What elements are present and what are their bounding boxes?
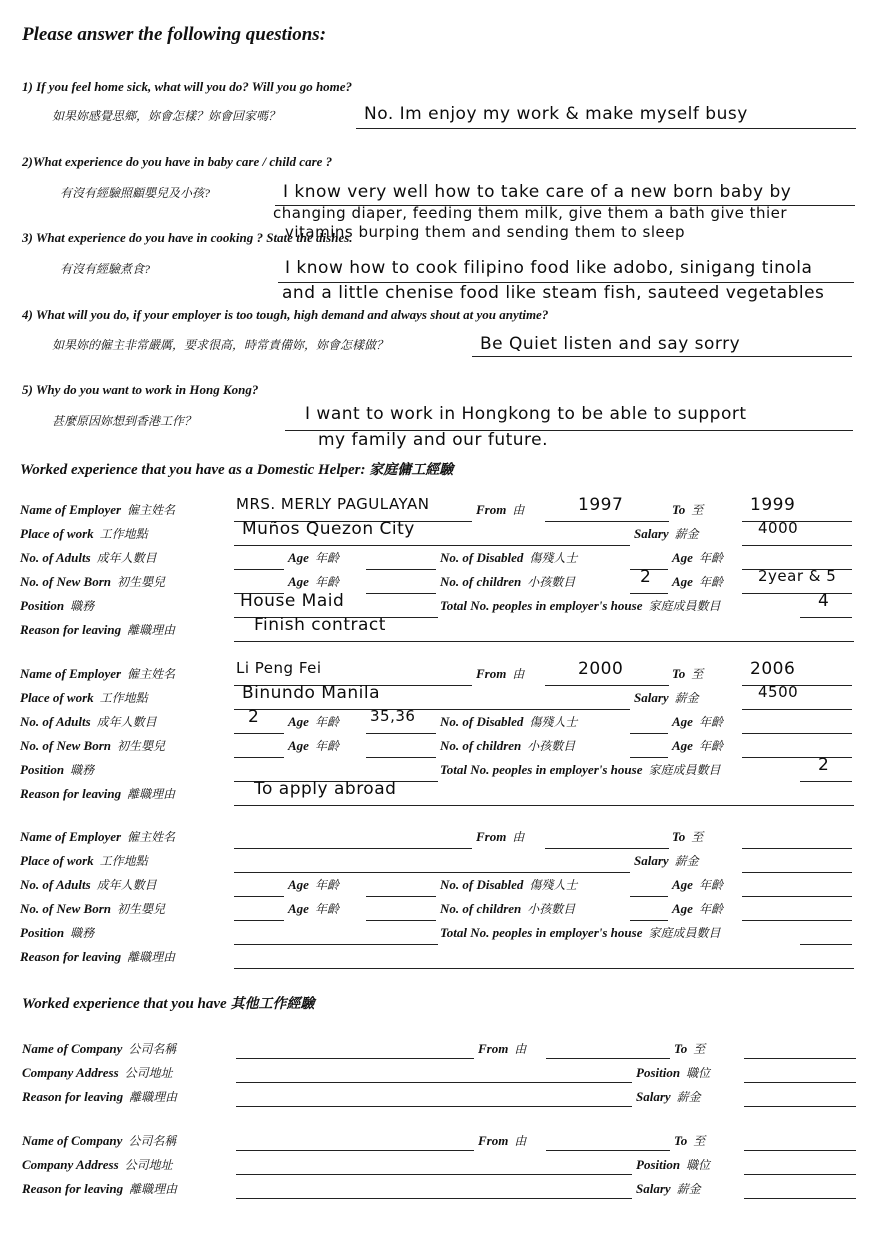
company-2-address-label — [22, 1156, 173, 1173]
employer-2-newborn-label-zh: 初生嬰兒 — [117, 739, 166, 753]
employer-2-place-field[interactable] — [234, 709, 630, 710]
employer-1-position-label-en: Position — [20, 598, 65, 613]
employer-2-newborn-label — [20, 737, 165, 754]
other-section-heading — [22, 993, 314, 1013]
company-2-to-label-zh: 至 — [693, 1134, 706, 1148]
employer-3-newborn-age-label-en: Age — [288, 901, 309, 916]
company-1-name-label-zh: 公司名稱 — [128, 1042, 177, 1056]
company-1-name-field[interactable] — [236, 1058, 474, 1059]
employer-2-from-field[interactable] — [545, 685, 669, 686]
company-1-reason-field[interactable] — [236, 1106, 632, 1107]
company-2-address-field[interactable] — [236, 1174, 632, 1175]
employer-3-adults-label-zh: 成年人數目 — [96, 878, 157, 892]
employer-1-adults-label — [20, 549, 157, 566]
employer-1-total-label-en: Total No. peoples in employer's house — [440, 598, 643, 613]
employer-3-place-label — [20, 852, 148, 869]
question-2-zh: 有沒有經驗照顧嬰兒及小孩? — [60, 186, 211, 200]
company-1-position-label — [636, 1064, 710, 1081]
employer-2-adults-field[interactable] — [234, 733, 284, 734]
employer-2-children-field[interactable] — [630, 757, 668, 758]
employer-1-adults-age-label-en: Age — [288, 550, 309, 565]
employer-3-place-label-zh: 工作地點 — [99, 854, 148, 868]
employer-2-to-value: 2006 — [750, 659, 796, 679]
company-1-from-label — [478, 1040, 526, 1057]
employer-1-disabled-age-label — [672, 549, 723, 566]
employer-2-employer-value: Li Peng Fei — [236, 659, 322, 677]
employer-1-reason-label-en: Reason for leaving — [20, 622, 122, 637]
answer-2-line-3: vitamins burping them and sending them to sleep — [285, 223, 685, 241]
question-4-zh: 如果妳的僱主非常嚴厲，要求很高，時常責備妳，妳會怎樣做？ — [52, 338, 389, 352]
employer-1-salary-field[interactable] — [742, 545, 852, 546]
employer-3-to-label — [672, 828, 703, 845]
employer-3-newborn-label-en: No. of New Born — [20, 901, 112, 916]
employer-1-employer-value: MRS. MERLY PAGULAYAN — [236, 495, 430, 513]
company-2-salary-label-zh: 薪金 — [676, 1182, 701, 1196]
employer-3-to-label-en: To — [672, 829, 686, 844]
company-1-to-label — [674, 1040, 705, 1057]
company-2-from-label — [478, 1132, 526, 1149]
employer-2-to-label — [672, 665, 703, 682]
company-1-salary-field[interactable] — [744, 1106, 856, 1107]
employer-3-employer-label — [20, 828, 175, 845]
employer-1-position-value: House Maid — [240, 591, 345, 611]
employer-2-salary-value: 4500 — [758, 683, 799, 701]
employer-1-total-field[interactable] — [800, 617, 852, 618]
employer-2-adults-value: 2 — [248, 707, 260, 727]
employer-3-employer-field[interactable] — [234, 848, 472, 849]
employer-3-disabled-field[interactable] — [630, 896, 668, 897]
employer-2-reason-label — [20, 785, 175, 802]
company-2-from-label-en: From — [478, 1133, 509, 1148]
employer-1-reason-label-zh: 離職理由 — [127, 623, 176, 637]
employer-3-from-label — [476, 828, 524, 845]
employer-1-newborn-age-label — [288, 573, 339, 590]
employer-3-adults-age-label — [288, 876, 339, 893]
employer-1-place-field[interactable] — [234, 545, 630, 546]
employer-3-disabled-age-label-en: Age — [672, 877, 693, 892]
employer-1-children-age-label-zh: 年齡 — [698, 575, 723, 589]
employer-2-newborn-age-label — [288, 737, 339, 754]
answer-3-line-2: and a little chenise food like steam fish, sauteed vegetables — [282, 283, 825, 303]
employer-2-disabled-label-zh: 傷殘人士 — [529, 715, 578, 729]
employer-3-adults-field[interactable] — [234, 896, 284, 897]
employer-2-reason-label-zh: 離職理由 — [127, 787, 176, 801]
employer-3-newborn-age-field[interactable] — [366, 920, 436, 921]
employer-2-from-label-zh: 由 — [512, 667, 525, 681]
employer-1-adults-age-label-zh: 年齡 — [314, 551, 339, 565]
question-2: 2)What experience do you have in baby care / child care ? — [22, 154, 333, 169]
company-1-address-field[interactable] — [236, 1082, 632, 1083]
company-2-address-label-zh: 公司地址 — [124, 1158, 173, 1172]
employer-1-place-label — [20, 525, 148, 542]
employer-2-salary-label — [634, 689, 699, 706]
employer-1-newborn-age-label-en: Age — [288, 574, 309, 589]
employer-1-adults-field[interactable] — [234, 569, 284, 570]
employer-3-total-label — [440, 924, 720, 941]
company-1-to-label-zh: 至 — [693, 1042, 706, 1056]
employer-1-children-value: 2 — [640, 567, 652, 587]
employer-2-position-label-en: Position — [20, 762, 65, 777]
employer-3-adults-label — [20, 876, 157, 893]
employer-1-newborn-label-zh: 初生嬰兒 — [117, 575, 166, 589]
employer-3-children-label-zh: 小孩數目 — [527, 902, 576, 916]
employer-2-children-age-label-en: Age — [672, 738, 693, 753]
company-2-reason-label — [22, 1180, 177, 1197]
employer-3-children-age-field[interactable] — [742, 920, 852, 921]
answer-3-line-1: I know how to cook filipino food like adobo, sinigang tinola — [285, 258, 813, 278]
employer-3-position-label-en: Position — [20, 925, 65, 940]
employer-1-from-label-zh: 由 — [512, 503, 525, 517]
employer-2-children-label-en: No. of children — [440, 738, 522, 753]
employer-1-children-label-zh: 小孩數目 — [527, 575, 576, 589]
employer-3-children-label — [440, 900, 575, 917]
answer-4-line-1: Be Quiet listen and say sorry — [480, 334, 741, 354]
employer-2-total-label — [440, 761, 720, 778]
employer-1-salary-label — [634, 525, 699, 542]
company-1-position-label-en: Position — [636, 1065, 681, 1080]
employer-3-newborn-label-zh: 初生嬰兒 — [117, 902, 166, 916]
employer-2-salary-field[interactable] — [742, 709, 852, 710]
employer-2-from-value: 2000 — [578, 659, 624, 679]
company-2-position-label — [636, 1156, 710, 1173]
employer-3-reason-field[interactable] — [234, 968, 854, 969]
employer-2-place-label-en: Place of work — [20, 690, 94, 705]
employer-1-adults-age-label — [288, 549, 339, 566]
employer-3-disabled-age-label-zh: 年齡 — [698, 878, 723, 892]
employer-2-newborn-age-label-zh: 年齡 — [314, 739, 339, 753]
company-1-address-label-en: Company Address — [22, 1065, 119, 1080]
employer-2-adults-age-value: 35,36 — [370, 707, 416, 725]
employer-2-reason-label-en: Reason for leaving — [20, 786, 122, 801]
answer-5-line-2: my family and our future. — [318, 430, 549, 450]
question-4: 4) What will you do, if your employer is too tough, high demand and always shout at you anytime? — [22, 307, 549, 322]
employer-1-place-value: Muños Quezon City — [242, 519, 415, 539]
employer-2-children-age-label-zh: 年齡 — [698, 739, 723, 753]
employer-1-disabled-age-label-zh: 年齡 — [698, 551, 723, 565]
company-1-to-field[interactable] — [744, 1058, 856, 1059]
company-2-from-field[interactable] — [546, 1150, 670, 1151]
employer-1-disabled-label-en: No. of Disabled — [440, 550, 524, 565]
employer-1-position-label — [20, 597, 94, 614]
employer-3-total-label-en: Total No. peoples in employer's house — [440, 925, 643, 940]
employer-2-newborn-field[interactable] — [234, 757, 284, 758]
employer-3-salary-field[interactable] — [742, 872, 852, 873]
employer-1-to-value: 1999 — [750, 495, 796, 515]
employer-3-newborn-age-label — [288, 900, 339, 917]
employer-1-employer-label — [20, 501, 175, 518]
employer-1-to-label-en: To — [672, 502, 686, 517]
employer-1-salary-label-zh: 薪金 — [674, 527, 699, 541]
employer-2-disabled-age-label-zh: 年齡 — [698, 715, 723, 729]
employer-3-disabled-label-zh: 傷殘人士 — [529, 878, 578, 892]
answer-1-underline — [356, 128, 856, 129]
employer-3-newborn-age-label-zh: 年齡 — [314, 902, 339, 916]
employer-1-children-age-value: 2year & 5 — [758, 567, 837, 585]
page-title: Please answer the following questions: — [22, 24, 327, 45]
company-1-to-label-en: To — [674, 1041, 688, 1056]
employer-2-salary-label-zh: 薪金 — [674, 691, 699, 705]
employer-1-children-field[interactable] — [630, 593, 668, 594]
employer-2-children-age-field[interactable] — [742, 757, 852, 758]
employer-1-total-label-zh: 家庭成員數目 — [648, 599, 721, 613]
employer-3-to-label-zh: 至 — [691, 830, 704, 844]
company-2-reason-field[interactable] — [236, 1198, 632, 1199]
employer-2-employer-label-zh: 僱主姓名 — [127, 667, 176, 681]
employer-2-reason-value: To apply abroad — [254, 779, 397, 799]
company-1-name-label — [22, 1040, 176, 1057]
answer-4-underline — [472, 356, 852, 357]
employer-2-newborn-age-field[interactable] — [366, 757, 436, 758]
employer-2-children-label — [440, 737, 575, 754]
employer-1-disabled-label — [440, 549, 577, 566]
employer-1-adults-age-field[interactable] — [366, 569, 436, 570]
employer-3-salary-label-en: Salary — [634, 853, 669, 868]
employer-1-salary-label-en: Salary — [634, 526, 669, 541]
question-1-zh: 如果妳感覺思鄉，妳會怎樣？妳會回家嗎？ — [52, 109, 281, 123]
answer-2-line-2: changing diaper, feeding them milk, give them a bath give thier — [273, 204, 788, 222]
employer-3-total-field[interactable] — [800, 944, 852, 945]
company-1-address-label — [22, 1064, 173, 1081]
question-3: 3) What experience do you have in cooking ? State the dishes. — [22, 230, 353, 245]
employer-1-children-age-label — [672, 573, 723, 590]
employer-2-to-label-en: To — [672, 666, 686, 681]
employer-1-children-label-en: No. of children — [440, 574, 522, 589]
employer-3-from-label-en: From — [476, 829, 507, 844]
company-2-name-label-en: Name of Company — [22, 1133, 123, 1148]
company-2-name-label-zh: 公司名稱 — [128, 1134, 177, 1148]
employer-2-employer-label — [20, 665, 175, 682]
employer-1-from-value: 1997 — [578, 495, 624, 515]
domestic-heading-en: Worked experience that you have as a Domestic Helper: — [20, 462, 366, 478]
employer-2-from-label — [476, 665, 524, 682]
company-1-position-label-zh: 職位 — [686, 1066, 711, 1080]
company-1-reason-label — [22, 1088, 177, 1105]
employer-1-adults-label-zh: 成年人數目 — [96, 551, 157, 565]
employer-3-newborn-label — [20, 900, 165, 917]
employer-1-disabled-age-label-en: Age — [672, 550, 693, 565]
employer-2-to-label-zh: 至 — [691, 667, 704, 681]
employer-3-reason-label — [20, 948, 175, 965]
employer-1-total-label — [440, 597, 720, 614]
company-2-to-field[interactable] — [744, 1150, 856, 1151]
employer-3-adults-label-en: No. of Adults — [20, 877, 91, 892]
employer-2-children-age-label — [672, 737, 723, 754]
employer-2-disabled-field[interactable] — [630, 733, 668, 734]
company-2-reason-label-zh: 離職理由 — [129, 1182, 178, 1196]
employer-1-total-value: 4 — [818, 591, 830, 611]
other-heading-en: Worked experience that you have — [22, 996, 227, 1012]
employer-3-children-label-en: No. of children — [440, 901, 522, 916]
company-2-salary-label — [636, 1180, 701, 1197]
employer-3-place-field[interactable] — [234, 872, 630, 873]
employer-1-children-age-field[interactable] — [742, 593, 852, 594]
employer-3-employer-label-en: Name of Employer — [20, 829, 122, 844]
company-2-position-label-en: Position — [636, 1157, 681, 1172]
employer-2-disabled-age-field[interactable] — [742, 733, 852, 734]
employer-2-adults-age-label-zh: 年齡 — [314, 715, 339, 729]
employer-2-total-value: 2 — [818, 755, 830, 775]
company-2-position-field[interactable] — [744, 1174, 856, 1175]
employer-2-place-label-zh: 工作地點 — [99, 691, 148, 705]
employer-3-disabled-label-en: No. of Disabled — [440, 877, 524, 892]
employer-2-newborn-label-en: No. of New Born — [20, 738, 112, 753]
employer-2-adults-label — [20, 713, 157, 730]
company-2-reason-label-en: Reason for leaving — [22, 1181, 124, 1196]
employer-3-disabled-label — [440, 876, 577, 893]
employer-2-disabled-age-label-en: Age — [672, 714, 693, 729]
employer-3-disabled-age-label — [672, 876, 723, 893]
employer-1-children-label — [440, 573, 575, 590]
answer-2-line-1: I know very well how to take care of a new born baby by — [283, 182, 792, 202]
employer-1-to-label-zh: 至 — [691, 503, 704, 517]
company-1-salary-label — [636, 1088, 701, 1105]
question-5: 5) Why do you want to work in Hong Kong? — [22, 382, 259, 397]
employer-1-newborn-age-label-zh: 年齡 — [314, 575, 339, 589]
company-2-address-label-en: Company Address — [22, 1157, 119, 1172]
company-1-from-label-zh: 由 — [514, 1042, 527, 1056]
question-1: 1) If you feel home sick, what will you do? Will you go home? — [22, 79, 353, 94]
company-2-name-field[interactable] — [236, 1150, 474, 1151]
employer-3-children-age-label-en: Age — [672, 901, 693, 916]
employer-2-disabled-label-en: No. of Disabled — [440, 714, 524, 729]
company-1-name-label-en: Name of Company — [22, 1041, 123, 1056]
company-2-name-label — [22, 1132, 176, 1149]
company-1-reason-label-zh: 離職理由 — [129, 1090, 178, 1104]
employer-1-employer-label-zh: 僱主姓名 — [127, 503, 176, 517]
employer-3-position-label-zh: 職務 — [70, 926, 95, 940]
company-1-position-field[interactable] — [744, 1082, 856, 1083]
company-2-salary-field[interactable] — [744, 1198, 856, 1199]
company-1-salary-label-en: Salary — [636, 1089, 671, 1104]
employer-2-place-label — [20, 689, 148, 706]
company-1-salary-label-zh: 薪金 — [676, 1090, 701, 1104]
employer-1-to-label — [672, 501, 703, 518]
employer-1-salary-value: 4000 — [758, 519, 799, 537]
employer-1-place-label-en: Place of work — [20, 526, 94, 541]
employer-2-disabled-label — [440, 713, 577, 730]
employer-1-reason-label — [20, 621, 175, 638]
company-1-address-label-zh: 公司地址 — [124, 1066, 173, 1080]
employer-2-from-label-en: From — [476, 666, 507, 681]
employer-1-from-field[interactable] — [545, 521, 669, 522]
company-1-from-label-en: From — [478, 1041, 509, 1056]
company-2-position-label-zh: 職位 — [686, 1158, 711, 1172]
answer-1-line-1: No. Im enjoy my work & make myself busy — [364, 104, 748, 124]
employer-1-reason-field[interactable] — [234, 641, 854, 642]
employer-3-from-label-zh: 由 — [512, 830, 525, 844]
employer-3-from-field[interactable] — [545, 848, 669, 849]
employer-1-from-label-en: From — [476, 502, 507, 517]
employer-2-reason-field[interactable] — [234, 805, 854, 806]
employer-1-newborn-label — [20, 573, 165, 590]
employer-2-disabled-age-label — [672, 713, 723, 730]
domestic-heading-zh: 家庭傭工經驗 — [369, 463, 454, 478]
employer-3-to-field[interactable] — [742, 848, 852, 849]
employer-3-salary-label — [634, 852, 699, 869]
employer-3-newborn-field[interactable] — [234, 920, 284, 921]
other-heading-zh: 其他工作經驗 — [230, 997, 315, 1012]
employer-3-adults-age-field[interactable] — [366, 896, 436, 897]
employer-3-children-age-label — [672, 900, 723, 917]
employer-3-total-label-zh: 家庭成員數目 — [648, 926, 721, 940]
employer-2-total-field[interactable] — [800, 781, 852, 782]
employer-3-reason-label-en: Reason for leaving — [20, 949, 122, 964]
employer-2-position-label-zh: 職務 — [70, 763, 95, 777]
domestic-section-heading — [20, 459, 453, 479]
company-2-salary-label-en: Salary — [636, 1181, 671, 1196]
employer-1-place-label-zh: 工作地點 — [99, 527, 148, 541]
employer-3-position-label — [20, 924, 94, 941]
employer-3-place-label-en: Place of work — [20, 853, 94, 868]
employer-1-position-label-zh: 職務 — [70, 599, 95, 613]
employer-2-adults-label-zh: 成年人數目 — [96, 715, 157, 729]
employer-3-adults-age-label-en: Age — [288, 877, 309, 892]
employer-2-newborn-age-label-en: Age — [288, 738, 309, 753]
employer-2-adults-label-en: No. of Adults — [20, 714, 91, 729]
employer-2-salary-label-en: Salary — [634, 690, 669, 705]
employer-2-adults-age-field[interactable] — [366, 733, 436, 734]
answer-5-line-1: I want to work in Hongkong to be able to support — [305, 404, 747, 424]
employer-3-salary-label-zh: 薪金 — [674, 854, 699, 868]
company-1-from-field[interactable] — [546, 1058, 670, 1059]
employer-2-total-label-zh: 家庭成員數目 — [648, 763, 721, 777]
employer-1-from-label — [476, 501, 524, 518]
employer-2-adults-age-label-en: Age — [288, 714, 309, 729]
employer-2-position-label — [20, 761, 94, 778]
employer-3-children-age-label-zh: 年齡 — [698, 902, 723, 916]
employer-3-reason-label-zh: 離職理由 — [127, 950, 176, 964]
employer-2-children-label-zh: 小孩數目 — [527, 739, 576, 753]
employer-1-employer-label-en: Name of Employer — [20, 502, 122, 517]
employer-2-adults-age-label — [288, 713, 339, 730]
employer-1-newborn-label-en: No. of New Born — [20, 574, 112, 589]
company-2-from-label-zh: 由 — [514, 1134, 527, 1148]
company-2-to-label-en: To — [674, 1133, 688, 1148]
employer-1-newborn-age-field[interactable] — [366, 593, 436, 594]
employer-2-total-label-en: Total No. peoples in employer's house — [440, 762, 643, 777]
question-3-zh: 有沒有經驗煮食? — [60, 262, 151, 276]
employer-3-adults-age-label-zh: 年齡 — [314, 878, 339, 892]
employer-1-children-age-label-en: Age — [672, 574, 693, 589]
company-2-to-label — [674, 1132, 705, 1149]
question-5-zh: 甚麼原因妳想到香港工作？ — [52, 414, 197, 428]
employer-3-employer-label-zh: 僱主姓名 — [127, 830, 176, 844]
employer-3-children-field[interactable] — [630, 920, 668, 921]
employer-3-disabled-age-field[interactable] — [742, 896, 852, 897]
employer-2-place-value: Binundo Manila — [242, 683, 381, 703]
employer-2-employer-label-en: Name of Employer — [20, 666, 122, 681]
company-1-reason-label-en: Reason for leaving — [22, 1089, 124, 1104]
employer-3-position-field[interactable] — [234, 944, 438, 945]
employer-1-disabled-label-zh: 傷殘人士 — [529, 551, 578, 565]
employer-1-adults-label-en: No. of Adults — [20, 550, 91, 565]
employer-1-reason-value: Finish contract — [254, 615, 386, 635]
